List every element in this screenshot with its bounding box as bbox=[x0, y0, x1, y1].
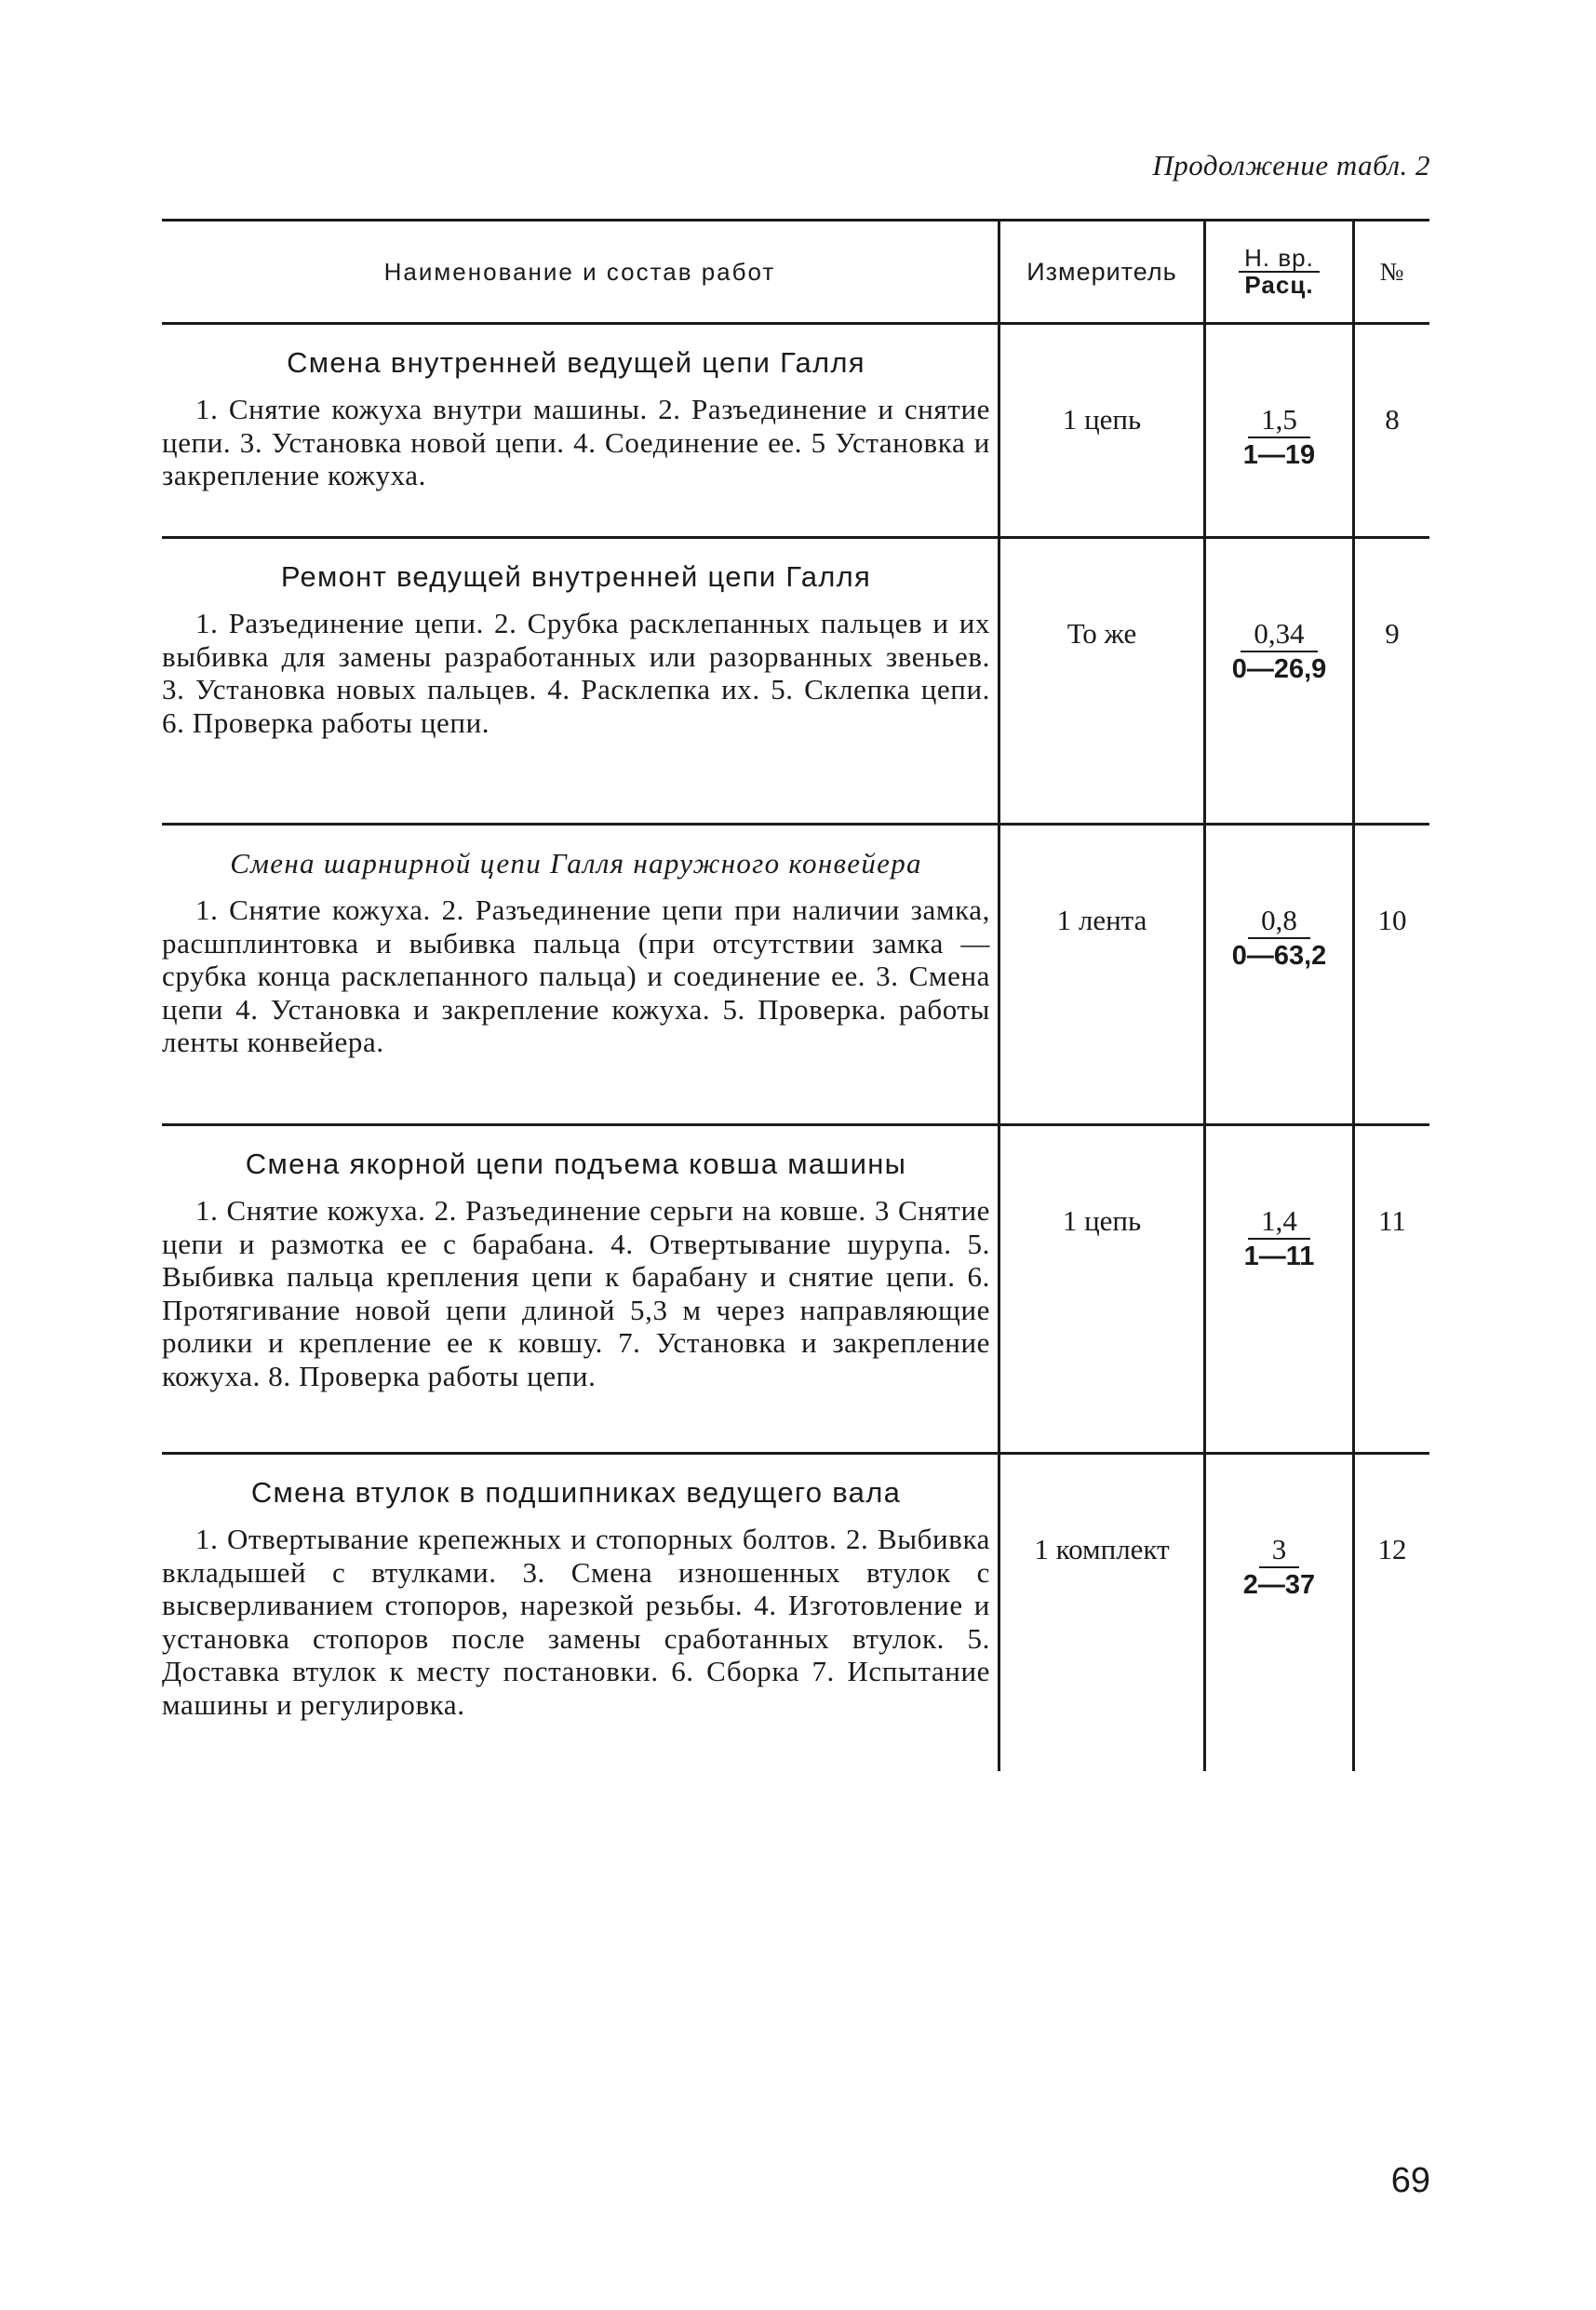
row-number: 8 bbox=[1352, 325, 1429, 536]
table-row bbox=[162, 1455, 1429, 1771]
row-rate: 1—19 bbox=[1242, 439, 1316, 470]
row-unit: 1 комплект bbox=[998, 1455, 1203, 1771]
row-rate: 0—63,2 bbox=[1231, 940, 1327, 971]
header-rate: Расц. bbox=[1244, 271, 1314, 299]
row-title: Смена внутренней ведущей цепи Галля bbox=[287, 346, 865, 379]
row-number: 9 bbox=[1352, 539, 1429, 823]
row-title: Смена втулок в подшипниках ведущего вала bbox=[250, 1476, 902, 1509]
row-norm-time: 0,34 bbox=[1241, 617, 1317, 652]
row-number: 10 bbox=[1352, 826, 1429, 1123]
header-name: Наименование и состав работ bbox=[383, 257, 776, 286]
table-row bbox=[162, 325, 1429, 539]
row-norm bbox=[1203, 1126, 1352, 1452]
row-title: Ремонт ведущей внутренней цепи Галля bbox=[280, 560, 872, 593]
table-header bbox=[162, 219, 1429, 325]
table-continuation-label: Продолжение табл. 2 bbox=[1152, 149, 1430, 181]
table-row bbox=[162, 1126, 1429, 1455]
row-norm bbox=[1203, 539, 1352, 823]
row-norm bbox=[1203, 325, 1352, 536]
row-rate: 2—37 bbox=[1242, 1569, 1316, 1600]
row-title: Смена якорной цепи подъема ковша машины bbox=[245, 1148, 907, 1180]
row-unit: 1 лента bbox=[998, 826, 1203, 1123]
row-body: 1. Снятие кожуха. 2. Разъединение серьги на ковше. 3 Снятие цепи и размотка ее с барабана. 4. Отвертывание шурупа. 5. Выбивка пальца крепления цепи к барабану и снятие цепи. 6. Протягивание новой цепи длиной 5,3 м через направляющие ролики и крепление ее к ковшу. 7. Установка и закрепление кожуха. 8. Проверка работы цепи. bbox=[162, 1194, 990, 1392]
row-body: 1. Разъединение цепи. 2. Срубка расклепанных пальцев и их выбивка для замены разработанных или разорванных звеньев. 3. Установка новых пальцев. 4. Расклепка их. 5. Склепка цепи. 6. Проверка работы цепи. bbox=[162, 607, 990, 739]
header-unit: Измеритель bbox=[998, 222, 1203, 322]
row-rate: 0—26,9 bbox=[1231, 653, 1327, 684]
row-body: 1. Снятие кожуха внутри машины. 2. Разъединение и снятие цепи. 3. Установка новой цепи. 4. Соединение ее. 5 Установка и закрепление кожуха. bbox=[162, 393, 990, 492]
row-number: 11 bbox=[1352, 1126, 1429, 1452]
row-unit: 1 цепь bbox=[998, 1126, 1203, 1452]
row-unit: То же bbox=[998, 539, 1203, 823]
header-norm-time: Н. вр. bbox=[1239, 246, 1320, 273]
row-norm-time: 0,8 bbox=[1248, 904, 1310, 939]
row-norm-time: 1,5 bbox=[1248, 403, 1310, 438]
table-row bbox=[162, 826, 1429, 1126]
row-body: 1. Снятие кожуха. 2. Разъединение цепи при наличии замка, расшплинтовка и выбивка пальца (при отсутствии замка — срубка конца расклепанного пальца) и соединение ее. 3. Смена цепи 4. Установка и закрепление кожуха. 5. Проверка. работы ленты конвейера. bbox=[162, 893, 990, 1059]
row-body: 1. Отвертывание крепежных и стопорных болтов. 2. Выбивка вкладышей с втулками. 3. Смена изношенных втулок с высверливанием стопоров, нарезкой резьбы. 4. Изготовление и установка стопоров после замены сработанных втулок. 5. Доставка втулок к месту постановки. 6. Сборка 7. Испытание машины и регулировка. bbox=[162, 1523, 990, 1721]
row-norm bbox=[1203, 1455, 1352, 1771]
header-norm bbox=[1203, 222, 1352, 322]
row-rate: 1—11 bbox=[1243, 1241, 1315, 1271]
header-number: № bbox=[1352, 222, 1429, 322]
work-norms-table bbox=[162, 219, 1429, 1771]
row-norm bbox=[1203, 826, 1352, 1123]
row-unit: 1 цепь bbox=[998, 325, 1203, 536]
row-number: 12 bbox=[1352, 1455, 1429, 1771]
row-norm-time: 3 bbox=[1259, 1533, 1300, 1568]
page-number: 69 bbox=[1390, 2161, 1430, 2200]
row-norm-time: 1,4 bbox=[1248, 1204, 1310, 1240]
table-row bbox=[162, 539, 1429, 826]
row-title: Смена шарнирной цепи Галля наружного конвейера bbox=[230, 847, 922, 880]
